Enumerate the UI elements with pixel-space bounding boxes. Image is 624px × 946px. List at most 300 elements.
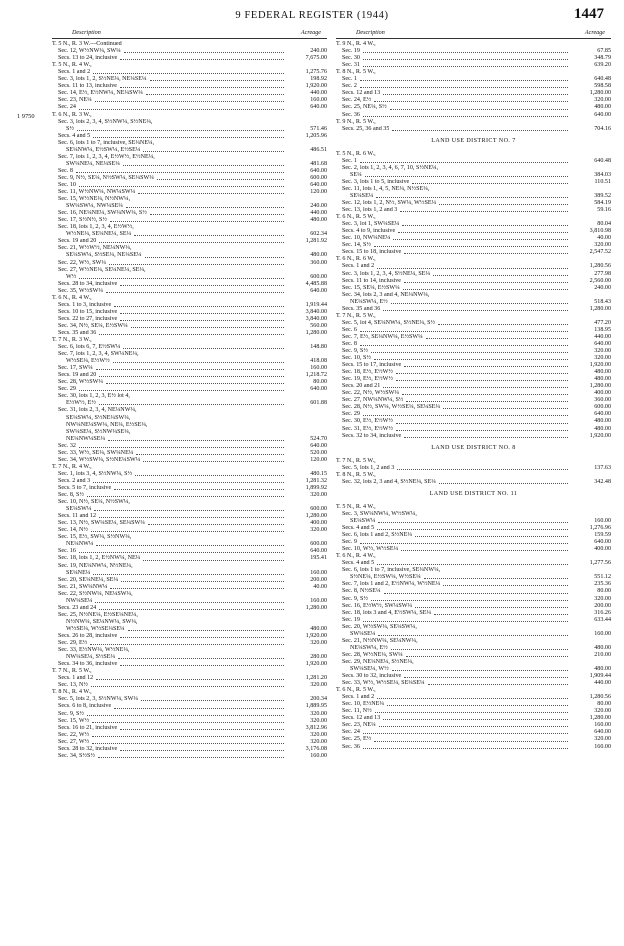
tract-description: Sec. 19 xyxy=(342,48,360,55)
table-row xyxy=(336,334,611,341)
table-row xyxy=(336,119,611,126)
table-row xyxy=(336,76,611,83)
table-row xyxy=(336,603,611,610)
tract-description: Secs. 30 to 32, inclusive xyxy=(342,673,402,680)
table-row xyxy=(336,638,611,645)
dot-leader xyxy=(94,510,284,511)
dot-leader xyxy=(143,560,284,561)
tract-description: Sec. 7, lots 1, 2, 3, 4, E½W½, E½NE¼, xyxy=(58,153,155,160)
acreage-value: 640.48 xyxy=(594,76,611,83)
dot-leader xyxy=(428,684,568,685)
table-row xyxy=(52,224,327,231)
dot-leader xyxy=(360,162,568,163)
table-row xyxy=(52,725,327,732)
tract-description: Sec. 13, N½ xyxy=(58,682,88,689)
acreage-value: 520.00 xyxy=(310,449,327,456)
dot-leader xyxy=(134,235,284,236)
acreage-value: 480.00 xyxy=(594,665,611,672)
acreage-value: 59.16 xyxy=(597,207,611,214)
acreage-value: 518.43 xyxy=(594,298,611,305)
acreage-value: 320.00 xyxy=(594,708,611,715)
acreage-value: 320.00 xyxy=(310,527,327,534)
tract-description: Sec. 9, S½ xyxy=(342,348,368,355)
acreage-value: 640.00 xyxy=(310,167,327,174)
dot-leader xyxy=(404,282,568,283)
tract-description: Secs. 19 and 20 xyxy=(58,372,97,379)
dot-leader xyxy=(93,73,284,74)
acreage-value: 1,920.00 xyxy=(305,83,327,90)
table-row xyxy=(336,729,611,736)
page-number: 1447 xyxy=(574,6,604,22)
table-row xyxy=(336,383,611,390)
acreage-value: 160.00 xyxy=(594,722,611,729)
acreage-value: 67.85 xyxy=(597,48,611,55)
table-row xyxy=(336,680,611,687)
tract-description: SE¼SW¼ xyxy=(66,506,92,513)
acreage-value: 640.00 xyxy=(310,442,327,449)
tract-description: T. 7 N., R. 5 W., xyxy=(336,457,376,464)
dot-leader xyxy=(138,193,284,194)
acreage-value: 389.52 xyxy=(594,192,611,199)
table-row xyxy=(52,210,327,217)
table-row xyxy=(336,158,611,165)
table-row xyxy=(336,567,611,574)
acreage-value: 1,280.00 xyxy=(589,305,611,312)
tract-description: T. 8 N., R. 4 W., xyxy=(52,689,92,696)
tract-description: Sec. 6, lots 6, 7, E½SW¼ xyxy=(58,344,121,351)
table-row xyxy=(336,546,611,553)
tract-description: Sec. 24 xyxy=(58,104,76,111)
acreage-value: 320.00 xyxy=(310,640,327,647)
table-row xyxy=(52,718,327,725)
tract-description: NW¼SE¼ xyxy=(66,597,93,604)
tract-description: Sec. 5, lots 2, 3, S½NW¼, SW¼ xyxy=(58,696,138,703)
table-row xyxy=(52,703,327,710)
table-row xyxy=(52,97,327,104)
dot-leader xyxy=(99,242,284,243)
acreage-value: 320.00 xyxy=(594,97,611,104)
tract-description: S½NE¼, E½SW¼, W½SE¼ xyxy=(350,574,421,581)
tract-description: SE¼SE¼ xyxy=(350,192,374,199)
dot-leader xyxy=(114,489,284,490)
acreage-value: 598.58 xyxy=(594,83,611,90)
dot-leader xyxy=(360,80,568,81)
table-row xyxy=(52,605,327,612)
acreage-value: 235.36 xyxy=(594,581,611,588)
tract-description: Sec. 28, W½SW¼ xyxy=(58,379,103,386)
tract-description: Sec. 2 xyxy=(342,83,357,90)
table-row xyxy=(52,415,327,422)
table-row xyxy=(336,126,611,133)
table-row xyxy=(52,217,327,224)
dot-leader xyxy=(365,176,568,177)
tract-description: T. 6 N., R. 5 W., xyxy=(336,687,376,694)
description-heading: Description xyxy=(356,30,385,36)
dot-leader xyxy=(363,415,568,416)
acreage-value: 571.46 xyxy=(310,125,327,132)
tract-description: Sec. 13, lots 1, 2 and 3 xyxy=(342,207,398,214)
acreage-value: 138.95 xyxy=(594,326,611,333)
dot-leader xyxy=(143,151,284,152)
tract-description: Sec. 20, W½SW¼, SE¼SW¼, xyxy=(342,623,417,630)
table-row xyxy=(336,588,611,595)
table-row xyxy=(336,736,611,743)
table-row xyxy=(52,407,327,414)
table-row xyxy=(52,203,327,210)
acreage-value: 480.00 xyxy=(594,104,611,111)
acreage-value: 384.03 xyxy=(594,171,611,178)
dot-leader xyxy=(123,348,284,349)
table-row xyxy=(52,436,327,443)
dot-leader xyxy=(412,183,568,184)
tract-description: Secs. 12 and 13 xyxy=(342,715,381,722)
table-row xyxy=(336,221,611,228)
table-row xyxy=(52,400,327,407)
tract-description: Secs. 4 to 9, inclusive xyxy=(342,228,396,235)
running-title: 9 FEDERAL REGISTER (1944) xyxy=(235,10,389,21)
acreage-value: 480.00 xyxy=(310,217,327,224)
left-column-header xyxy=(52,30,327,39)
tract-description: T. 6 N., R. 4 W., xyxy=(336,553,376,560)
acreage-value: 640.00 xyxy=(594,111,611,118)
acreage-value: 320.00 xyxy=(594,736,611,743)
acreage-value: 120.00 xyxy=(310,189,327,196)
table-row xyxy=(336,581,611,588)
tract-description: Sec. 5, lot 4, SE¼NW¼, S½NE¼, S½ xyxy=(342,319,436,326)
tract-description: T. 7 N., R. 3 W., xyxy=(52,337,92,344)
tract-description: Sec. 3, lots 1, 2, 3, 4, S½NE¼, SE¼ xyxy=(342,270,431,277)
dot-leader xyxy=(383,719,568,720)
tract-description: Sec. 34, lots 2, 3 and 4, NE¼NW¼, xyxy=(342,291,430,298)
table-row xyxy=(336,652,611,659)
acreage-value: 1,920.00 xyxy=(589,432,611,439)
dot-leader xyxy=(113,362,284,363)
tract-description: Sec. 27, NW¼NW¼, S½ xyxy=(342,397,404,404)
table-row xyxy=(336,151,611,158)
acreage-value: 2,547.52 xyxy=(589,249,611,256)
acreage-value: 524.70 xyxy=(310,435,327,442)
table-row xyxy=(52,168,327,175)
tract-description: Sec. 12, W½NW¼, SW¼ xyxy=(58,48,121,55)
acreage-value: 1,920.00 xyxy=(589,362,611,369)
dot-leader xyxy=(404,677,568,678)
dot-leader xyxy=(124,52,284,53)
table-row xyxy=(52,69,327,76)
tract-description: Sec. 10, E½NE¼ xyxy=(342,701,384,708)
tract-description: Secs. 28 to 32, inclusive xyxy=(58,745,118,752)
table-row xyxy=(52,309,327,316)
dot-leader xyxy=(439,483,568,484)
table-row xyxy=(52,654,327,661)
tract-description: Secs. 1 and 2 xyxy=(342,263,375,270)
table-row xyxy=(336,341,611,348)
tract-description: Sec. 9 xyxy=(342,539,357,546)
margin-note: 1 9750 xyxy=(17,113,35,120)
tract-description: Secs. 1 and 2 xyxy=(58,69,91,76)
tract-description: Sec. 34, S½S½ xyxy=(58,752,95,759)
tract-description: Sec. 19 xyxy=(342,616,360,623)
acreage-value: 1,280.00 xyxy=(589,383,611,390)
acreage-value: 1,218.72 xyxy=(305,372,327,379)
tract-description: Sec. 3, lots 2, 3, 4, S½NW¼, S½NE¼, xyxy=(58,118,153,125)
tract-description: Secs. 4 and 5 xyxy=(58,132,91,139)
dot-leader xyxy=(93,574,284,575)
tract-description: Sec. 35, W½SW¼ xyxy=(58,287,103,294)
left-rows xyxy=(52,41,327,760)
dot-leader xyxy=(96,679,284,680)
table-row xyxy=(52,619,327,626)
tract-description: Sec. 27, W½NE¼, SE¼NE¼, SE¼, xyxy=(58,266,146,273)
tract-description: Sec. 14, E½, E½NW¼, NE¼SW¼ xyxy=(58,90,143,97)
dot-leader xyxy=(79,390,284,391)
acreage-value: 640.00 xyxy=(594,729,611,736)
dot-leader xyxy=(87,715,284,716)
tract-description: Sec. 1, lots 3, 4, S½NW¼, S½ xyxy=(58,470,133,477)
tract-description: Secs. 16 to 21, inclusive xyxy=(58,724,118,731)
table-row xyxy=(52,753,327,760)
acreage-value: 477.20 xyxy=(594,319,611,326)
dot-leader xyxy=(406,656,568,657)
table-row xyxy=(336,242,611,249)
table-row xyxy=(336,560,611,567)
acreage-value: 640.00 xyxy=(594,539,611,546)
dot-leader xyxy=(398,232,568,233)
dot-leader xyxy=(374,359,568,360)
acreage-value: 320.00 xyxy=(594,242,611,249)
dot-leader xyxy=(91,531,284,532)
tract-description: SE¼SW¼, S½NE¼SW¼, xyxy=(66,414,131,421)
dot-leader xyxy=(77,130,284,131)
dot-leader xyxy=(92,722,284,723)
acreage-value: 160.00 xyxy=(594,518,611,524)
tract-description: Sec. 16 xyxy=(58,548,76,555)
acreage-value: 1,280.00 xyxy=(589,715,611,722)
right-column-header xyxy=(336,30,611,39)
table-row xyxy=(52,429,327,436)
tract-description: Sec. 2, lots 1, 2, 3, 4, 6, 7, 10, S½NE¼, xyxy=(342,164,439,171)
dot-leader xyxy=(426,338,568,339)
tract-description: Sec. 11, N½ xyxy=(342,708,372,715)
tract-description: Sec. 8, N½SE¼ xyxy=(342,588,381,595)
dot-leader xyxy=(377,529,568,530)
dot-leader xyxy=(424,578,568,579)
dot-leader xyxy=(120,313,284,314)
tract-description: Sec. 3, lots 1 to 5, inclusive xyxy=(342,178,410,185)
tract-description: Sec. 29 xyxy=(342,411,360,418)
tract-description: W½SE¼, E½W½ xyxy=(66,358,110,365)
table-row xyxy=(52,302,327,309)
tract-description: Sec. 9, S½ xyxy=(58,710,84,717)
acreage-value: 1,281.20 xyxy=(305,675,327,682)
table-row xyxy=(336,610,611,617)
acreage-value: 480.00 xyxy=(594,425,611,432)
table-row xyxy=(52,633,327,640)
table-row xyxy=(52,196,327,203)
tract-description: SE¼SW¼, S½SE¼, NE¼SE¼ xyxy=(66,252,142,259)
tract-description: NW¼SE¼, S½SE¼ xyxy=(66,654,116,661)
dot-leader xyxy=(377,268,568,269)
tract-description: Sec. 6, lots 1 to 7, inclusive, SE¼NE¼, xyxy=(58,139,155,146)
acreage-value: 600.00 xyxy=(310,541,327,548)
acreage-value: 160.00 xyxy=(310,569,327,576)
tract-description: Sec. 23, NE¼ xyxy=(342,722,376,729)
tract-description: Sec. 8 xyxy=(342,340,357,347)
acreage-value: 640.00 xyxy=(594,340,611,347)
acreage-value: 4,485.88 xyxy=(305,280,327,287)
table-row xyxy=(336,715,611,722)
dot-leader xyxy=(404,253,568,254)
table-row xyxy=(336,186,611,193)
table-row xyxy=(336,69,611,76)
dot-leader xyxy=(136,454,284,455)
dot-leader xyxy=(379,726,568,727)
table-row xyxy=(336,631,611,638)
table-row xyxy=(336,55,611,62)
tract-description: Sec. 32, lots 2, 3 and 4, S½NE¼, SE¼ xyxy=(342,478,436,485)
tract-description: Sec. 1 xyxy=(342,76,357,83)
dot-leader xyxy=(438,324,568,325)
tract-description: SW¼SE¼, S½NW¼SE¼, xyxy=(66,428,131,435)
table-row xyxy=(336,179,611,186)
tract-description: Sec. 8 xyxy=(58,167,73,174)
tract-description: Secs. 1 and 12 xyxy=(58,675,94,682)
table-row xyxy=(52,527,327,534)
dot-leader xyxy=(375,712,568,713)
table-row xyxy=(52,323,327,330)
dot-leader xyxy=(90,644,284,645)
tract-description: NE¼NW¼ xyxy=(66,541,94,548)
table-row xyxy=(336,235,611,242)
table-row xyxy=(336,687,611,694)
table-row xyxy=(336,327,611,334)
tract-description: NE¼NW¼SE¼ xyxy=(66,435,106,442)
acreage-value: 640.00 xyxy=(594,411,611,418)
table-row xyxy=(52,386,327,393)
table-row xyxy=(52,464,327,471)
acreage-value: 110.51 xyxy=(594,178,611,185)
dot-leader xyxy=(383,387,568,388)
table-row xyxy=(336,673,611,680)
table-row xyxy=(336,285,611,292)
dot-leader xyxy=(118,658,284,659)
table-row xyxy=(336,271,611,278)
table-row xyxy=(336,532,611,539)
acreage-value: 360.00 xyxy=(310,259,327,266)
dot-leader xyxy=(396,380,568,381)
dot-leader xyxy=(79,186,284,187)
tract-description: Sec. 17, S½N½, S½ xyxy=(58,217,107,224)
tract-description: Sec. 10, N½, SE¼, N½SW¼, xyxy=(58,499,130,506)
tract-description: Sec. 24, E½ xyxy=(342,97,372,104)
left-column xyxy=(52,30,327,760)
table-row xyxy=(336,744,611,751)
acreage-value: 480.00 xyxy=(594,376,611,383)
table-row xyxy=(52,668,327,675)
table-row xyxy=(52,112,327,119)
acreage-value: 1,920.00 xyxy=(305,632,327,639)
acreage-value: 320.00 xyxy=(310,731,327,738)
table-row xyxy=(52,661,327,668)
acreage-value: 80.00 xyxy=(597,701,611,708)
dot-leader xyxy=(146,94,284,95)
tract-description: Secs. 1 to 3, inclusive xyxy=(58,301,112,308)
dot-leader xyxy=(120,750,284,751)
tract-description: Secs. 23 and 24 xyxy=(58,604,97,611)
table-row xyxy=(52,478,327,485)
table-row xyxy=(336,465,611,472)
table-row xyxy=(336,458,611,465)
tract-description: Secs. 35 and 36 xyxy=(58,329,97,336)
acreage-value: 195.41 xyxy=(310,555,327,562)
table-row xyxy=(336,48,611,55)
table-row xyxy=(52,513,327,520)
table-row xyxy=(52,485,327,492)
dot-leader xyxy=(98,757,284,758)
dot-leader xyxy=(391,303,568,304)
dot-leader xyxy=(383,310,568,311)
table-row xyxy=(336,525,611,532)
acreage-value: 481.68 xyxy=(310,160,327,167)
tract-description: Sec. 33, E½NW¼, W½NE¼, xyxy=(58,647,130,654)
table-row xyxy=(52,732,327,739)
dot-leader xyxy=(390,109,568,110)
acreage-value: 480.00 xyxy=(310,625,327,632)
dot-leader xyxy=(93,482,284,483)
acreage-value: 440.00 xyxy=(310,210,327,217)
dot-leader xyxy=(378,635,568,636)
acreage-value: 639.20 xyxy=(594,62,611,69)
dot-leader xyxy=(376,197,568,198)
page-header xyxy=(0,6,624,28)
tract-description: Sec. 29, E½ xyxy=(58,640,88,647)
tract-description: Sec. 28, N½, SW¼, W½SE¼, SE¼SE¼ xyxy=(342,404,441,411)
tract-description: Secs. 35 and 36 xyxy=(342,305,381,312)
dot-leader xyxy=(406,401,568,402)
acreage-value: 440.00 xyxy=(594,333,611,340)
dot-leader xyxy=(79,447,284,448)
dot-leader xyxy=(360,345,568,346)
table-row xyxy=(336,200,611,207)
tract-description: SE¼NE¼ xyxy=(66,569,91,576)
tract-description: T. 8 N., R. 5 W., xyxy=(336,69,376,76)
acreage-value: 1,889.95 xyxy=(305,703,327,710)
tract-description: Sec. 31, lots 2, 3, 4, NE¼NW¼, xyxy=(58,407,137,414)
tract-description: Sec. 32 xyxy=(58,442,76,449)
acreage-value: 551.12 xyxy=(594,574,611,581)
tract-description: Sec. 19, E½, E½W½ xyxy=(342,376,393,383)
tract-description: Sec. 16, E½W½, SW¼SW¼ xyxy=(342,602,413,609)
acreage-value: 602.34 xyxy=(310,231,327,238)
dot-leader xyxy=(378,522,568,523)
acreage-value: 3,812.96 xyxy=(305,724,327,731)
dot-leader xyxy=(126,207,284,208)
acreage-value: 160.00 xyxy=(310,597,327,604)
table-row xyxy=(52,696,327,703)
tract-description: Sec. 8, S½ xyxy=(58,492,84,499)
tract-description: SW¼SE¼, W½ xyxy=(350,665,389,672)
dot-leader xyxy=(128,630,284,631)
tract-description: Sec. 31 xyxy=(342,62,360,69)
acreage-value: 320.00 xyxy=(310,710,327,717)
table-row xyxy=(336,165,611,172)
tract-description: Sec. 1 xyxy=(342,157,357,164)
tract-description: Sec. 3, lots 1, 2, S½NE¼, NE¼SE¼ xyxy=(58,76,147,83)
tract-description: Sec. 7, lots 1 and 2, E½NW¼, W½NE¼ xyxy=(342,581,441,588)
table-row xyxy=(336,228,611,235)
table-row xyxy=(52,612,327,619)
dot-leader xyxy=(387,705,568,706)
acreage-value: 601.88 xyxy=(310,400,327,407)
